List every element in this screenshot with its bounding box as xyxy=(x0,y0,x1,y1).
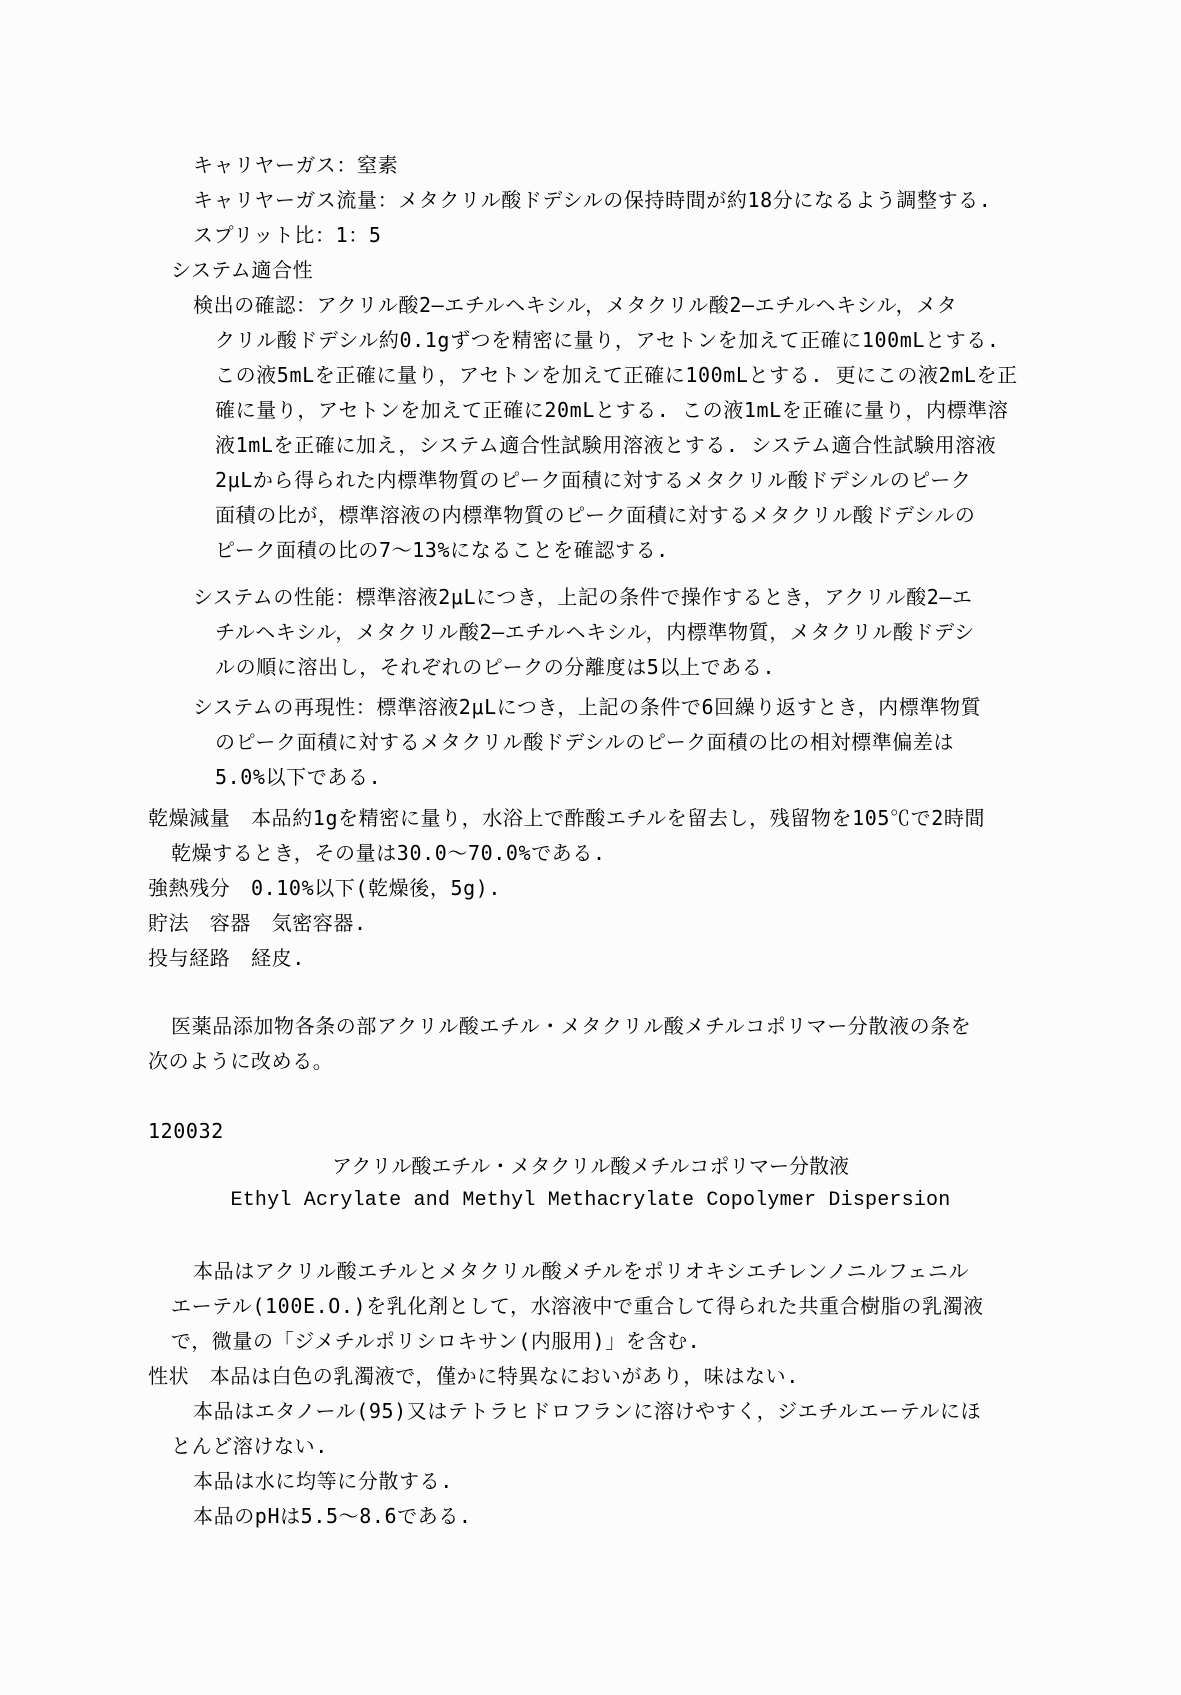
amendment-note-line: 医薬品添加物各条の部アクリル酸エチル・メタクリル酸メチルコポリマー分散液の条を xyxy=(171,1014,972,1038)
carrier-gas-flow-line: キャリヤーガス流量：メタクリル酸ドデシルの保持時間が約18分になるよう調整する. xyxy=(193,188,992,212)
storage-line: 貯法 容器 気密容器. xyxy=(148,911,367,935)
loss-on-drying-line: 乾燥するとき，その量は30.0～70.0%である. xyxy=(171,841,606,865)
administration-route-line: 投与経路 経皮. xyxy=(148,946,305,970)
system-performance-line: ルの順に溶出し，それぞれのピークの分離度は5以上である. xyxy=(215,655,776,679)
monograph-code: 120032 xyxy=(148,1119,224,1143)
definition-line: 本品はアクリル酸エチルとメタクリル酸メチルをポリオキシエチレンノニルフェニル xyxy=(193,1259,970,1283)
system-performance-line: チルヘキシル，メタクリル酸2―エチルヘキシル，内標準物質，メタクリル酸ドデシ xyxy=(215,620,975,644)
description-line: 性状 本品は白色の乳濁液で，僅かに特異なにおいがあり，味はない. xyxy=(148,1364,799,1388)
system-repeatability-line: 5.0%以下である. xyxy=(215,765,382,789)
split-ratio-line: スプリット比：1：5 xyxy=(193,223,382,247)
ph-line: 本品のpHは5.5～8.6である. xyxy=(193,1504,472,1528)
detection-check-line: 確に量り，アセトンを加えて正確に20mLとする. この液1mLを正確に量り，内標準溶 xyxy=(215,398,1009,422)
residue-on-ignition-line: 強熱残分 0.10%以下(乾燥後，5g). xyxy=(148,876,502,900)
system-performance-line: システムの性能：標準溶液2μLにつき，上記の条件で操作するとき，アクリル酸2―エ xyxy=(193,585,973,609)
system-suitability-heading: システム適合性 xyxy=(171,258,314,282)
detection-check-line: 検出の確認：アクリル酸2―エチルヘキシル，メタクリル酸2―エチルヘキシル，メタ xyxy=(193,293,958,317)
loss-on-drying-line: 乾燥減量 本品約1gを精密に量り，水浴上で酢酸エチルを留去し，残留物を105℃で2時間 xyxy=(148,806,986,830)
monograph-title-jp: アクリル酸エチル・メタクリル酸メチルコポリマー分散液 xyxy=(332,1154,849,1178)
detection-check-line: 面積の比が，標準溶液の内標準物質のピーク面積に対するメタクリル酸ドデシルの xyxy=(215,503,976,527)
dispersibility-line: 本品は水に均等に分散する. xyxy=(193,1469,453,1493)
solubility-line: 本品はエタノール(95)又はテトラヒドロフランに溶けやすく，ジエチルエーテルにほ xyxy=(193,1399,982,1423)
definition-line: で，微量の「ジメチルポリシロキサン(内服用)」を含む. xyxy=(171,1329,701,1353)
system-repeatability-line: システムの再現性：標準溶液2μLにつき，上記の条件で6回繰り返すとき，内標準物質 xyxy=(193,695,982,719)
system-repeatability-line: のピーク面積に対するメタクリル酸ドデシルのピーク面積の比の相対標準偏差は xyxy=(215,730,955,754)
detection-check-line: ピーク面積の比の7～13%になることを確認する. xyxy=(215,538,669,562)
detection-check-line: クリル酸ドデシル約0.1gずつを精密に量り，アセトンを加えて正確に100mLとする. xyxy=(215,328,1000,352)
detection-check-line: 2μLから得られた内標準物質のピーク面積に対するメタクリル酸ドデシルのピーク xyxy=(215,468,972,492)
definition-line: エーテル(100E.O.)を乳化剤として，水溶液中で重合して得られた共重合樹脂の乳濁液 xyxy=(171,1294,984,1318)
monograph-title-en: Ethyl Acrylate and Methyl Methacrylate Copolymer Dispersion xyxy=(230,1189,951,1212)
amendment-note-line: 次のように改める。 xyxy=(148,1049,334,1073)
solubility-line: とんど溶けない. xyxy=(171,1434,328,1458)
carrier-gas-line: キャリヤーガス：窒素 xyxy=(193,153,399,177)
detection-check-line: この液5mLを正確に量り，アセトンを加えて正確に100mLとする. 更にこの液2mLを正 xyxy=(215,363,1018,387)
detection-check-line: 液1mLを正確に加え，システム適合性試験用溶液とする. システム適合性試験用溶液 xyxy=(215,433,997,457)
